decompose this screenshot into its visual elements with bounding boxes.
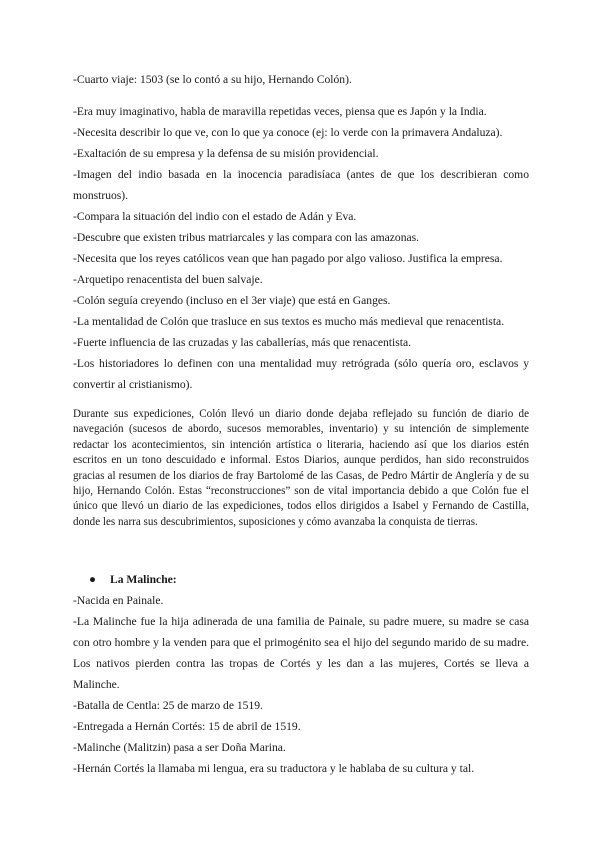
list-item: -Necesita que los reyes católicos vean que han pagado por algo valioso. Justifica la empresa. (73, 252, 503, 265)
list-item: -Malinche (Malitzin) pasa a ser Doña Marina. (73, 741, 286, 754)
list-item: -Batalla de Centla: 25 de marzo de 1519. (73, 699, 263, 712)
diarios-paragraph: Durante sus expediciones, Colón llevó un diario donde dejaba reflejado su función de diario de navegación (sucesos de abordo, sucesos memorables, inventario) y su intención de simplemente redactar los acontecimientos, sin intención artística o literaria, haciendo así que los diarios estén escritos en un tono descuidado e informal. Estos Diarios, aunque perdidos, han sido reconstruidos gracias al resumen de los diarios de fray Bartolomé de las Casas, de Pedro Mártir de Anglería y de su hijo, Hernando Colón. Estas “reconstrucciones” son de vital importancia debido a que Colón fue el único que llevó un diario de las expediciones, todos ellos dirigidos a Isabel y Fernando de Castilla, donde les narra sus descubrimientos, suposiciones y cómo avanzaba la conquista de tierras. (73, 408, 529, 528)
colon-notes-list (73, 101, 529, 395)
section-heading: La Malinche: (110, 573, 177, 586)
malinche-notes-list (73, 590, 529, 779)
list-item: -Exaltación de su empresa y la defensa de su misión providencial. (73, 147, 379, 160)
list-item: -La Malinche fue la hija adinerada de una familia de Painale, su padre muere, su madre se casa con otro hombre y la venden para que el primogénito sea el hijo del segundo marido de su madre. Los nativos pierden contra las tropas de Cortés y les dan a las mujeres, Cortés se lleva a Malinche. (73, 615, 529, 691)
list-item: -Colón seguía creyendo (incluso en el 3er viaje) que está en Ganges. (73, 294, 391, 307)
intro-line: -Cuarto viaje: 1503 (se lo contó a su hijo, Hernando Colón). (73, 73, 352, 86)
list-item: -Imagen del indio basada en la inocencia paradisíaca (antes de que los describieran como monstruos). (73, 168, 529, 202)
list-item: -La mentalidad de Colón que trasluce en sus textos es mucho más medieval que renacentista. (73, 315, 505, 328)
list-item: -Los historiadores lo definen con una mentalidad muy retrógrada (sólo quería oro, esclavos y convertir al cristianismo). (73, 357, 529, 391)
malinche-heading-row (89, 569, 177, 590)
bullet-icon: ● (89, 573, 97, 586)
list-item: -Nacida en Painale. (73, 594, 164, 607)
list-item: -Compara la situación del indio con el estado de Adán y Eva. (73, 210, 357, 223)
list-item: -Necesita describir lo que ve, con lo que ya conoce (ej: lo verde con la primavera Andaluza). (73, 126, 503, 139)
list-item: -Entregada a Hernán Cortés: 15 de abril de 1519. (73, 720, 301, 733)
list-item: -Descubre que existen tribus matriarcales y las compara con las amazonas. (73, 231, 420, 244)
list-item: -Era muy imaginativo, habla de maravilla repetidas veces, piensa que es Japón y la India. (73, 105, 487, 118)
list-item: -Hernán Cortés la llamaba mi lengua, era su traductora y le hablaba de su cultura y tal. (73, 762, 475, 775)
list-item: -Fuerte influencia de las cruzadas y las caballerías, más que renacentista. (73, 336, 411, 349)
list-item: -Arquetipo renacentista del buen salvaje. (73, 273, 263, 286)
